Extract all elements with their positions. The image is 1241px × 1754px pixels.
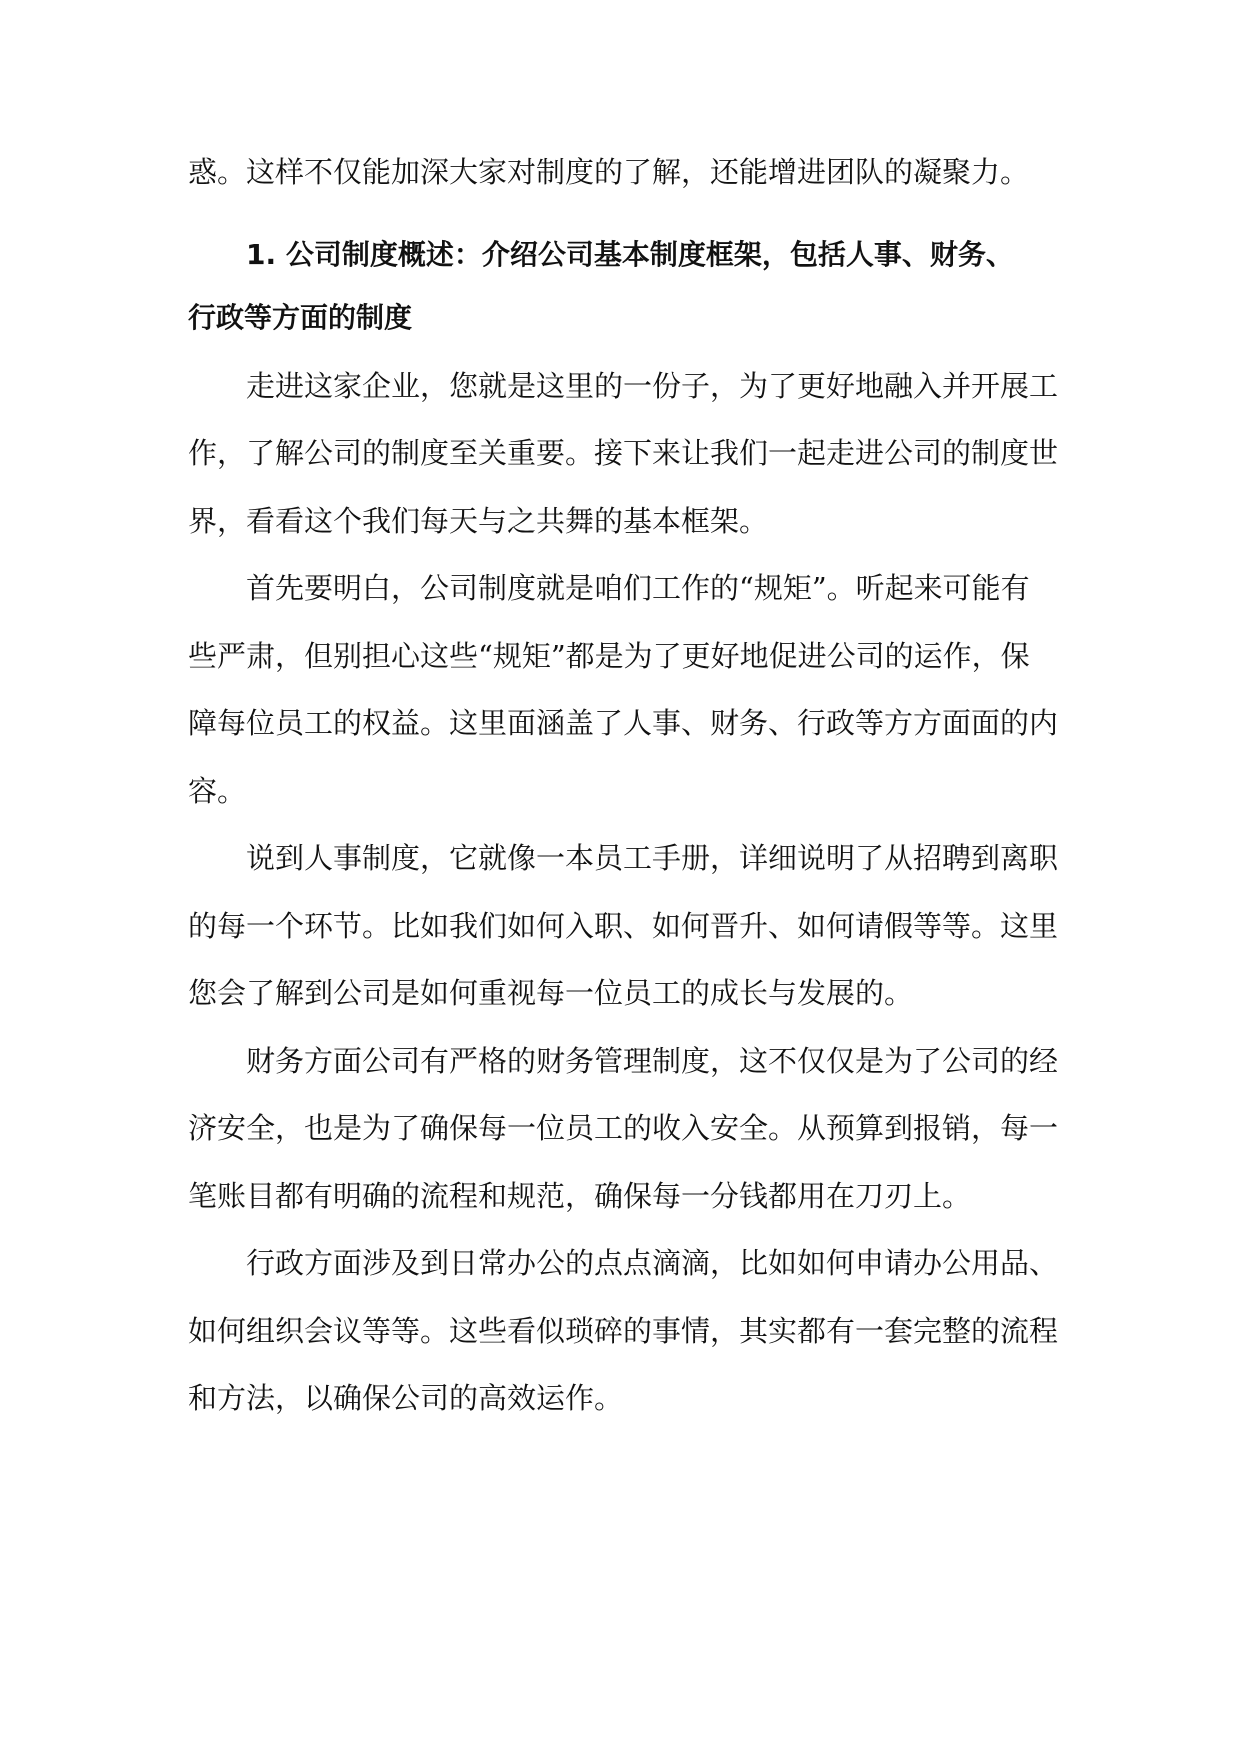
paragraph-5-line-2: 如何组织会议等等。这些看似琐碎的事情，其实都有一套完整的流程 <box>188 1314 1059 1348</box>
paragraph-3-line-3: 您会了解到公司是如何重视每一位员工的成长与发展的。 <box>188 976 914 1010</box>
section-heading-line-2: 行政等方面的制度 <box>188 301 413 334</box>
paragraph-5-line-3: 和方法，以确保公司的高效运作。 <box>188 1381 624 1415</box>
paragraph-4-line-2: 济安全，也是为了确保每一位员工的收入安全。从预算到报销，每一 <box>188 1111 1059 1145</box>
paragraph-1-line-2: 作，了解公司的制度至关重要。接下来让我们一起走进公司的制度世 <box>188 436 1059 470</box>
paragraph-4-line-3: 笔账目都有明确的流程和规范，确保每一分钱都用在刀刃上。 <box>188 1179 972 1213</box>
section-heading-line-1: 1. 公司制度概述：介绍公司基本制度框架，包括人事、财务、 <box>246 238 1014 271</box>
paragraph-2-line-3: 障每位员工的权益。这里面涵盖了人事、财务、行政等方方面面的内 <box>188 706 1059 740</box>
paragraph-2-line-2: 些严肃，但别担心这些“规矩”都是为了更好地促进公司的运作，保 <box>188 639 1030 673</box>
paragraph-3-line-2: 的每一个环节。比如我们如何入职、如何晋升、如何请假等等。这里 <box>188 909 1059 943</box>
paragraph-4-line-1: 财务方面公司有严格的财务管理制度，这不仅仅是为了公司的经 <box>246 1044 1059 1078</box>
paragraph-2-line-1: 首先要明白，公司制度就是咱们工作的“规矩”。听起来可能有 <box>246 571 1030 605</box>
paragraph-1-line-1: 走进这家企业，您就是这里的一份子，为了更好地融入并开展工 <box>246 369 1059 403</box>
paragraph-3-line-1: 说到人事制度，它就像一本员工手册，详细说明了从招聘到离职 <box>246 841 1059 875</box>
paragraph-1-line-3: 界，看看这个我们每天与之共舞的基本框架。 <box>188 504 769 538</box>
paragraph-2-line-4: 容。 <box>188 774 247 808</box>
paragraph-5-line-1: 行政方面涉及到日常办公的点点滴滴，比如如何申请办公用品、 <box>246 1246 1059 1280</box>
intro-tail-text: 惑。这样不仅能加深大家对制度的了解，还能增进团队的凝聚力。 <box>188 155 1030 189</box>
